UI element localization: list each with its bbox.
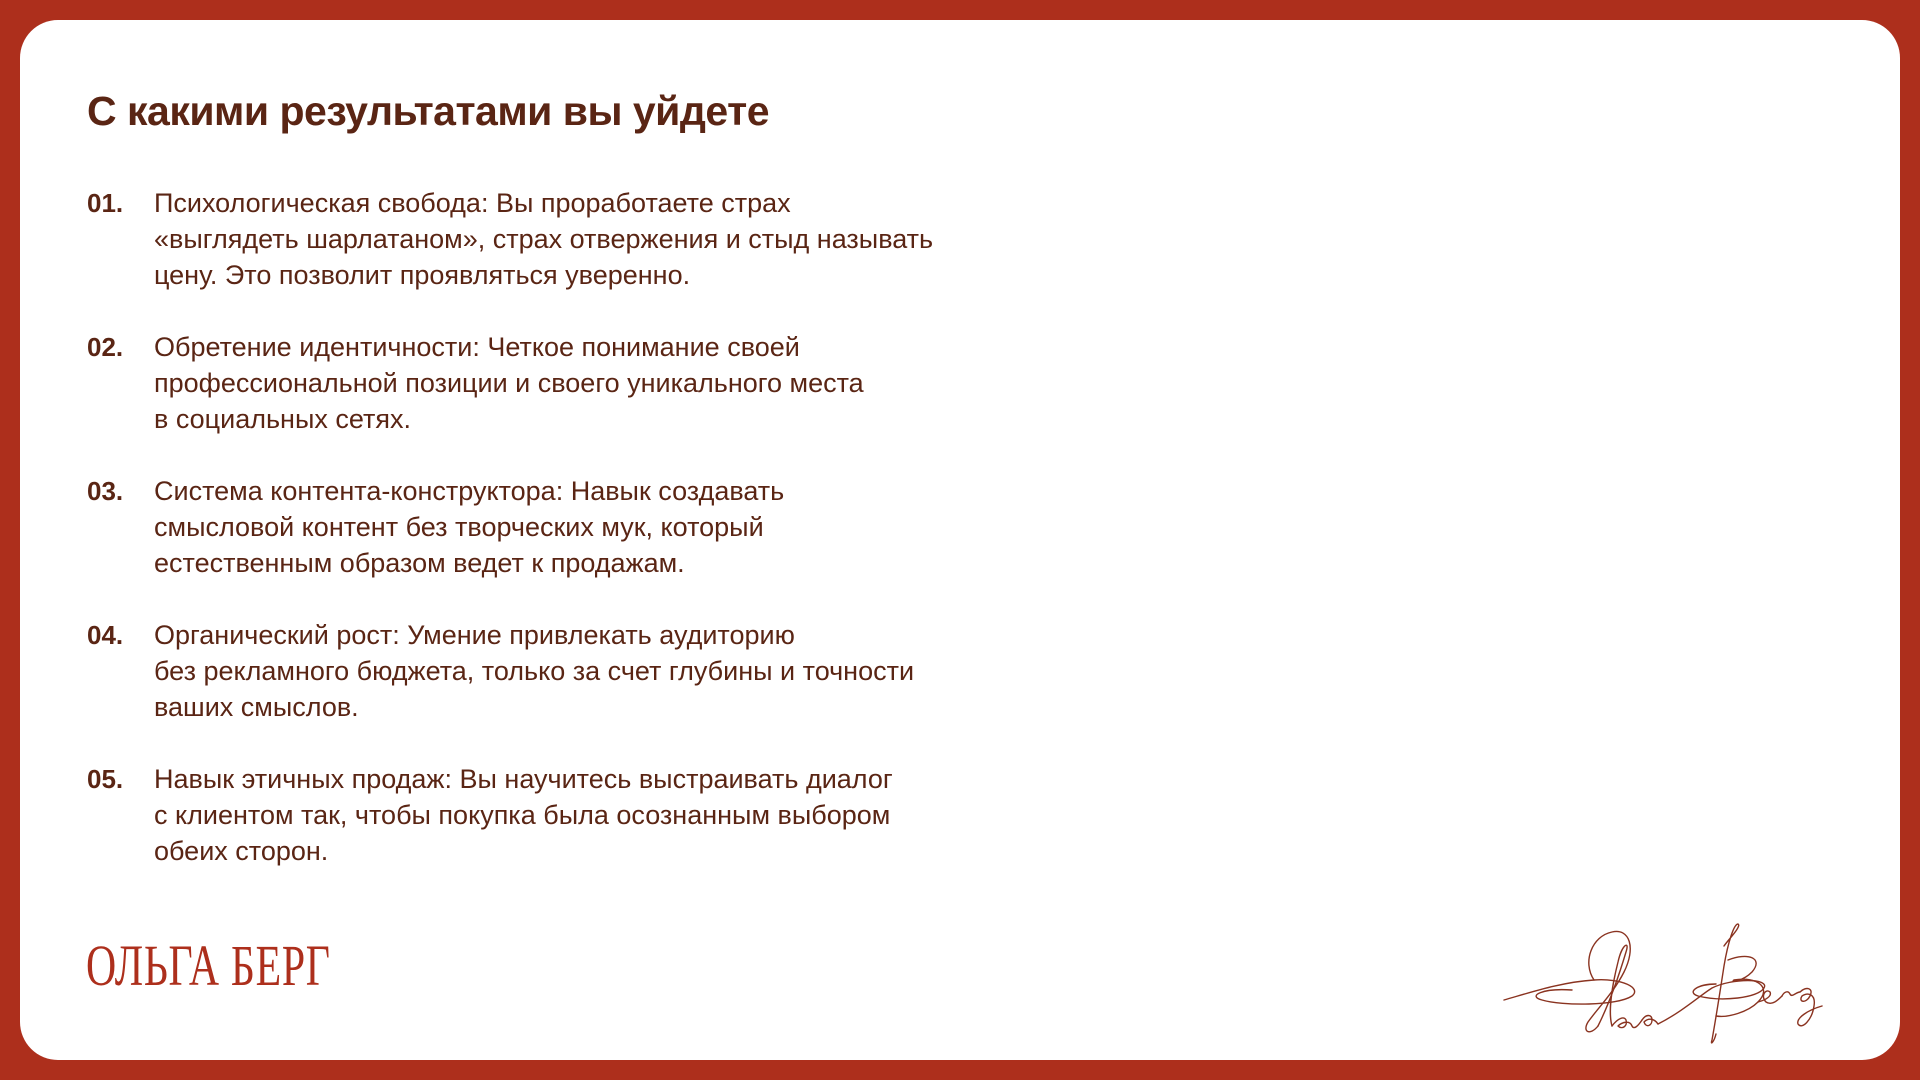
- item-text: Навык этичных продаж: Вы научитесь выстраивать диалог с клиентом так, чтобы покупка была осознанным выбором обеих сторон.: [154, 764, 893, 866]
- list-item: [87, 185, 1047, 293]
- item-number: 03.: [87, 476, 124, 506]
- list-item: [87, 617, 1047, 725]
- list-item: [87, 329, 1047, 437]
- item-text: Психологическая свобода: Вы проработаете страх «выглядеть шарлатаном», страх отвержения и стыд называть цену. Это позволит проявляться уверенно.: [154, 188, 934, 290]
- item-number: 04.: [87, 620, 124, 650]
- item-number: 01.: [87, 188, 124, 218]
- brand-logo: ОЛЬГА БЕРГ: [86, 933, 331, 998]
- list-item: [87, 761, 1047, 869]
- item-number: 05.: [87, 764, 124, 794]
- item-text: Система контента-конструктора: Навык создавать смысловой контент без творческих мук, который естественным образом ведет к продажам.: [154, 476, 785, 578]
- item-text: Органический рост: Умение привлекать аудиторию без рекламного бюджета, только за счет глубины и точности ваших смыслов.: [154, 620, 915, 722]
- results-list: [87, 185, 1047, 905]
- page-title: С какими результатами вы уйдете: [87, 88, 770, 134]
- item-number: 02.: [87, 332, 124, 362]
- list-item: [87, 473, 1047, 581]
- slide-card: [20, 20, 1900, 1060]
- signature-icon: [1502, 922, 1862, 1050]
- item-text: Обретение идентичности: Четкое понимание своей профессиональной позиции и своего уникального места в социальных сетях.: [154, 332, 864, 434]
